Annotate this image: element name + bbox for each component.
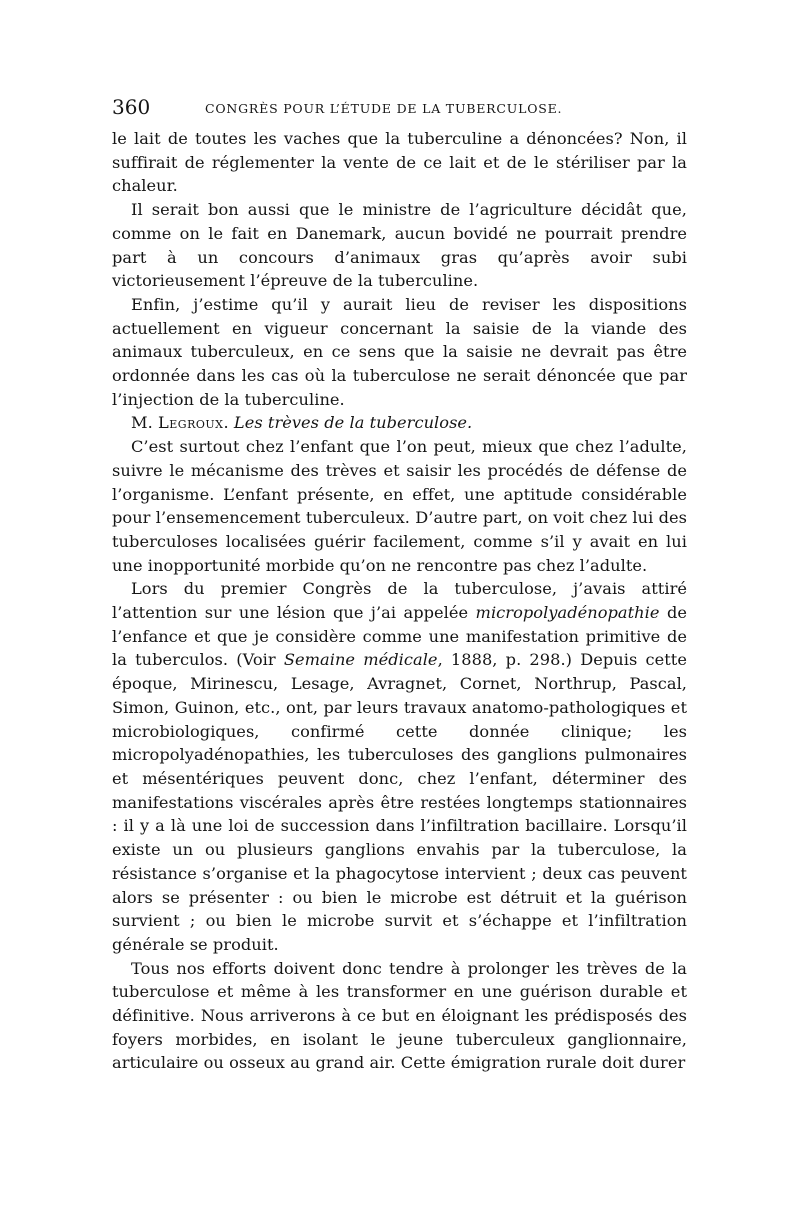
speaker-suffix: .: [223, 413, 234, 433]
running-header: [112, 92, 687, 126]
communication-heading: [112, 411, 687, 435]
paragraph-treatment: Tous nos efforts doivent donc tendre à prolonger les trèves de la tuberculose et même à les transformer en une guérison durable et définitive. Nous arriverons à ce but en éloignant les prédisposés des foyers morbides, en isolant le jeune tuberculeux ganglionnaire, articulaire ou osseux au grand air. Cette émigration rurale doit durer: [112, 958, 687, 1073]
paragraph-seizure: Enfin, j’estime qu’il y aurait lieu de reviser les dispositions actuellement en vigueur concernant la saisie de la viande des animaux tuberculeux, en ce sens que la saisie ne devrait pas être ordonnée dans les cas où la tuberculose ne serait dénoncée que par l’injection de la tuberculine.: [112, 294, 687, 409]
document-page: [112, 92, 687, 1075]
italic-term: micropolyadénopathie: [475, 603, 660, 623]
page-number: 360: [112, 95, 151, 119]
italic-source: Semaine médicale: [283, 650, 438, 670]
paragraph-child: C’est surtout chez l’enfant que l’on peut, mieux que chez l’adulte, suivre le mécanisme des trèves et saisir les procédés de défense de l’organisme. L’enfant présente, en effet, une aptitude considérable pour l’ensemencement tuberculeux. D’autre part, on voit chez lui des tuberculoses localisées guérir facilement, comme s’il y avait en lui une inopportunité morbide qu’on ne rencontre pas chez l’adulte.: [112, 437, 687, 575]
speaker-name: Legroux: [158, 413, 224, 433]
communication-title: Les trèves de la tuberculose.: [233, 413, 473, 433]
running-title: CONGRÈS POUR L’ÉTUDE DE LA TUBERCULOSE.: [205, 101, 563, 116]
paragraph-part-1: Lors du premier Congrès de la tuberculose, j’avais attiré l’attention sur une lésion que j’ai appelée: [112, 579, 687, 623]
paragraph-micropolyadenopathy: [112, 577, 687, 956]
speaker-prefix: M.: [131, 413, 159, 433]
paragraph-part-2: de l’enfance et que je considère comme une manifestation primitive de la tuberculos. (Voir: [112, 603, 687, 670]
body-text: [112, 127, 687, 1075]
paragraph-continuation: le lait de toutes les vaches que la tuberculine a dénoncées? Non, il suffirait de réglementer la vente de ce lait et de le stériliser par la chaleur.: [112, 129, 687, 196]
paragraph-part-3: , 1888, p. 298.) Depuis cette époque, Mirinescu, Lesage, Avragnet, Cornet, Northrup, Pascal, Simon, Guinon, etc., ont, par leurs travaux anatomo-pathologiques et microbiologiques, confirmé cette donnée clinique; les micropolyadénopathies, les tuberculoses des ganglions pulmonaires et mésentériques peuvent donc, chez l’enfant, déterminer des manifestations viscérales après être restées longtemps stationnaires : il y a là une loi de succession dans l’infiltration bacillaire. Lorsqu’il existe un ou plusieurs ganglions envahis par la tuberculose, la résistance s’organise et la phagocytose intervient ; deux cas peuvent alors se présenter : ou bien le microbe est détruit et la guérison survient ; ou bien le microbe survit et s’échappe et l’infiltration générale se produit.: [112, 650, 687, 954]
paragraph-agriculture: Il serait bon aussi que le ministre de l’agriculture décidât que, comme on le fait en Danemark, aucun bovidé ne pourrait prendre part à un concours d’animaux gras qu’après avoir subi victorieusement l’épreuve de la tuberculine.: [112, 200, 687, 291]
